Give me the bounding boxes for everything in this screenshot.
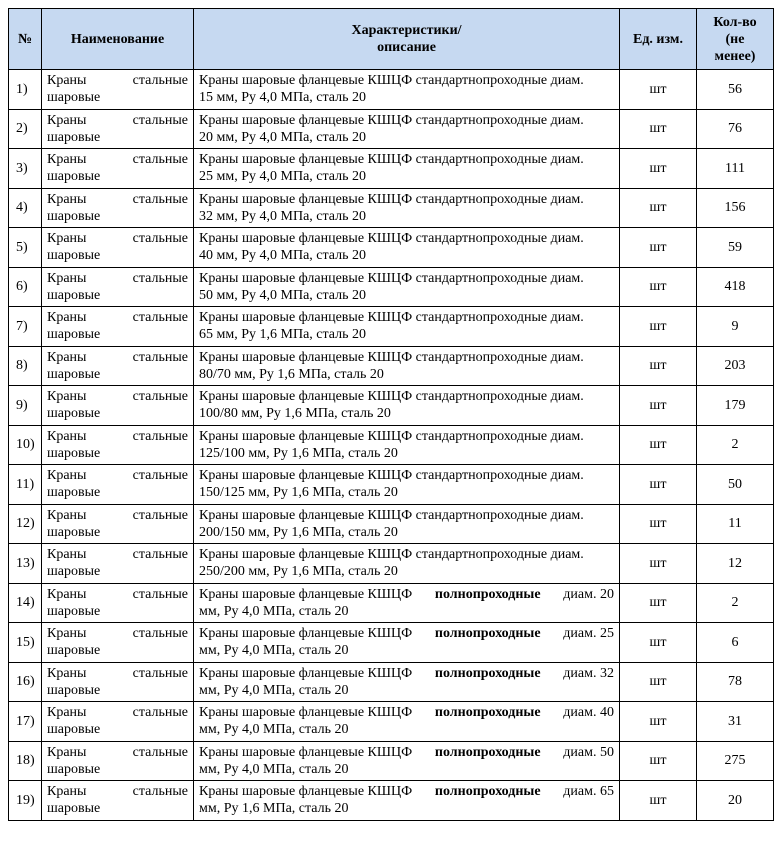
description-bold: полнопроходные xyxy=(434,744,541,760)
row-number: 10) xyxy=(9,425,42,465)
row-unit: шт xyxy=(620,149,697,189)
name-word2: стальные xyxy=(132,468,188,484)
row-quantity: 78 xyxy=(697,662,774,702)
row-number: 1) xyxy=(9,70,42,110)
description-line2: мм, Ру 4,0 МПа, сталь 20 xyxy=(199,682,349,698)
valves-table xyxy=(8,8,774,821)
row-description xyxy=(194,702,620,742)
row-number: 19) xyxy=(9,781,42,821)
row-quantity: 275 xyxy=(697,741,774,781)
description-line1: Краны шаровые фланцевые КШЦФ стандартнопроходные диам. xyxy=(199,428,584,444)
description-line2: 80/70 мм, Ру 1,6 МПа, сталь 20 xyxy=(199,366,384,382)
description-text: Краны шаровые фланцевые КШЦФ xyxy=(199,744,413,760)
table-row xyxy=(9,465,774,505)
description-bold: полнопроходные xyxy=(434,586,541,602)
table-row xyxy=(9,781,774,821)
row-description xyxy=(194,623,620,663)
row-number: 13) xyxy=(9,544,42,584)
header-quantity-line2: (не xyxy=(725,31,745,47)
row-unit: шт xyxy=(620,465,697,505)
table-row xyxy=(9,425,774,465)
name-word1: Краны xyxy=(47,310,87,326)
header-name: Наименование xyxy=(42,9,194,70)
name-word2: стальные xyxy=(132,112,188,128)
row-number: 18) xyxy=(9,741,42,781)
description-line2: 125/100 мм, Ру 1,6 МПа, сталь 20 xyxy=(199,445,398,461)
description-line2: 65 мм, Ру 1,6 МПа, сталь 20 xyxy=(199,327,366,343)
row-number: 4) xyxy=(9,188,42,228)
row-quantity: 9 xyxy=(697,307,774,347)
row-description xyxy=(194,425,620,465)
description-diameter: диам. 65 xyxy=(563,784,614,800)
row-name xyxy=(42,267,194,307)
name-word1: Краны xyxy=(47,270,87,286)
row-quantity: 76 xyxy=(697,109,774,149)
description-bold: полнопроходные xyxy=(434,784,541,800)
header-num: № xyxy=(9,9,42,70)
name-line2: шаровые xyxy=(47,169,101,185)
name-word1: Краны xyxy=(47,349,87,365)
name-word1: Краны xyxy=(47,705,87,721)
row-unit: шт xyxy=(620,346,697,386)
row-quantity: 2 xyxy=(697,583,774,623)
row-description xyxy=(194,583,620,623)
description-line2: 15 мм, Ру 4,0 МПа, сталь 20 xyxy=(199,90,366,106)
row-unit: шт xyxy=(620,504,697,544)
row-description xyxy=(194,267,620,307)
name-word1: Краны xyxy=(47,665,87,681)
row-quantity: 11 xyxy=(697,504,774,544)
name-line2: шаровые xyxy=(47,564,101,580)
name-line2: шаровые xyxy=(47,366,101,382)
name-word1: Краны xyxy=(47,784,87,800)
name-line2: шаровые xyxy=(47,524,101,540)
table-row xyxy=(9,504,774,544)
row-unit: шт xyxy=(620,307,697,347)
description-line2: мм, Ру 4,0 МПа, сталь 20 xyxy=(199,761,349,777)
table-row xyxy=(9,346,774,386)
row-number: 16) xyxy=(9,662,42,702)
name-word1: Краны xyxy=(47,626,87,642)
name-line2: шаровые xyxy=(47,801,101,817)
table-row xyxy=(9,267,774,307)
description-line2: 20 мм, Ру 4,0 МПа, сталь 20 xyxy=(199,129,366,145)
header-quantity xyxy=(697,9,774,70)
name-line1 xyxy=(47,230,188,247)
name-word2: стальные xyxy=(132,507,188,523)
header-quantity-line3: менее) xyxy=(714,48,756,64)
row-number: 17) xyxy=(9,702,42,742)
name-word2: стальные xyxy=(132,744,188,760)
row-description xyxy=(194,544,620,584)
row-quantity: 59 xyxy=(697,228,774,268)
name-line1 xyxy=(47,467,188,484)
row-description xyxy=(194,188,620,228)
row-number: 8) xyxy=(9,346,42,386)
row-unit: шт xyxy=(620,228,697,268)
description-diameter: диам. 50 xyxy=(563,744,614,760)
row-unit: шт xyxy=(620,544,697,584)
name-word1: Краны xyxy=(47,191,87,207)
name-word1: Краны xyxy=(47,428,87,444)
row-name xyxy=(42,583,194,623)
description-text: Краны шаровые фланцевые КШЦФ xyxy=(199,586,413,602)
row-description xyxy=(194,346,620,386)
description-line1: Краны шаровые фланцевые КШЦФ стандартнопроходные диам. xyxy=(199,507,584,523)
name-line1 xyxy=(47,428,188,445)
row-name xyxy=(42,70,194,110)
name-line2: шаровые xyxy=(47,129,101,145)
name-line1 xyxy=(47,191,188,208)
row-name xyxy=(42,662,194,702)
description-line2: мм, Ру 4,0 МПа, сталь 20 xyxy=(199,643,349,659)
header-description-line1: Характеристики/ xyxy=(351,23,462,38)
row-name xyxy=(42,781,194,821)
row-number: 11) xyxy=(9,465,42,505)
name-word1: Краны xyxy=(47,152,87,168)
row-unit: шт xyxy=(620,583,697,623)
table-row xyxy=(9,70,774,110)
row-name xyxy=(42,504,194,544)
table-row xyxy=(9,623,774,663)
row-description xyxy=(194,741,620,781)
description-line1 xyxy=(199,665,614,682)
table-row xyxy=(9,188,774,228)
name-word2: стальные xyxy=(132,152,188,168)
row-name xyxy=(42,623,194,663)
row-description xyxy=(194,781,620,821)
name-line1 xyxy=(47,625,188,642)
description-line1 xyxy=(199,586,614,603)
row-number: 15) xyxy=(9,623,42,663)
header-description-line2: описание xyxy=(377,40,436,55)
description-line1 xyxy=(199,783,614,800)
table-row xyxy=(9,109,774,149)
name-line2: шаровые xyxy=(47,248,101,264)
description-line1: Краны шаровые фланцевые КШЦФ стандартнопроходные диам. xyxy=(199,231,584,247)
row-quantity: 31 xyxy=(697,702,774,742)
table-row xyxy=(9,149,774,189)
name-line1 xyxy=(47,309,188,326)
name-line2: шаровые xyxy=(47,682,101,698)
name-word2: стальные xyxy=(132,784,188,800)
description-diameter: диам. 32 xyxy=(563,665,614,681)
name-line2: шаровые xyxy=(47,287,101,303)
row-number: 14) xyxy=(9,583,42,623)
description-line1: Краны шаровые фланцевые КШЦФ стандартнопроходные диам. xyxy=(199,468,584,484)
name-line2: шаровые xyxy=(47,327,101,343)
table-row xyxy=(9,662,774,702)
description-line2: 250/200 мм, Ру 1,6 МПа, сталь 20 xyxy=(199,564,398,580)
name-word2: стальные xyxy=(132,705,188,721)
row-quantity: 2 xyxy=(697,425,774,465)
name-word2: стальные xyxy=(132,231,188,247)
row-quantity: 418 xyxy=(697,267,774,307)
row-number: 6) xyxy=(9,267,42,307)
name-line2: шаровые xyxy=(47,761,101,777)
name-word1: Краны xyxy=(47,468,87,484)
description-line1 xyxy=(199,744,614,761)
name-line1 xyxy=(47,507,188,524)
row-unit: шт xyxy=(620,741,697,781)
name-word2: стальные xyxy=(132,586,188,602)
row-quantity: 20 xyxy=(697,781,774,821)
name-line2: шаровые xyxy=(47,208,101,224)
row-unit: шт xyxy=(620,662,697,702)
name-line1 xyxy=(47,665,188,682)
name-line1 xyxy=(47,586,188,603)
description-line2: мм, Ру 4,0 МПа, сталь 20 xyxy=(199,603,349,619)
name-line1 xyxy=(47,72,188,89)
header-quantity-line1: Кол-во xyxy=(713,14,757,30)
name-line1 xyxy=(47,270,188,287)
row-description xyxy=(194,70,620,110)
name-line1 xyxy=(47,783,188,800)
description-text: Краны шаровые фланцевые КШЦФ xyxy=(199,784,413,800)
name-line1 xyxy=(47,546,188,563)
table-row xyxy=(9,583,774,623)
row-unit: шт xyxy=(620,781,697,821)
description-line1: Краны шаровые фланцевые КШЦФ стандартнопроходные диам. xyxy=(199,73,584,89)
row-quantity: 6 xyxy=(697,623,774,663)
row-quantity: 111 xyxy=(697,149,774,189)
row-quantity: 156 xyxy=(697,188,774,228)
description-line1: Краны шаровые фланцевые КШЦФ стандартнопроходные диам. xyxy=(199,191,584,207)
name-line2: шаровые xyxy=(47,643,101,659)
description-diameter: диам. 25 xyxy=(563,626,614,642)
row-description xyxy=(194,662,620,702)
row-description xyxy=(194,386,620,426)
name-line1 xyxy=(47,349,188,366)
name-word1: Краны xyxy=(47,73,87,89)
row-name xyxy=(42,149,194,189)
row-description xyxy=(194,504,620,544)
row-unit: шт xyxy=(620,702,697,742)
description-bold: полнопроходные xyxy=(434,626,541,642)
name-line2: шаровые xyxy=(47,603,101,619)
document-page xyxy=(8,8,774,821)
table-row xyxy=(9,702,774,742)
table-row xyxy=(9,741,774,781)
name-line1 xyxy=(47,388,188,405)
name-line1 xyxy=(47,744,188,761)
description-line1: Краны шаровые фланцевые КШЦФ стандартнопроходные диам. xyxy=(199,349,584,365)
name-word2: стальные xyxy=(132,547,188,563)
description-diameter: диам. 20 xyxy=(563,586,614,602)
row-description xyxy=(194,465,620,505)
table-row xyxy=(9,544,774,584)
name-word1: Краны xyxy=(47,744,87,760)
row-unit: шт xyxy=(620,623,697,663)
description-line2: мм, Ру 4,0 МПа, сталь 20 xyxy=(199,722,349,738)
description-line1: Краны шаровые фланцевые КШЦФ стандартнопроходные диам. xyxy=(199,112,584,128)
row-unit: шт xyxy=(620,109,697,149)
row-description xyxy=(194,149,620,189)
row-name xyxy=(42,307,194,347)
row-name xyxy=(42,544,194,584)
description-line2: 200/150 мм, Ру 1,6 МПа, сталь 20 xyxy=(199,524,398,540)
description-line2: 50 мм, Ру 4,0 МПа, сталь 20 xyxy=(199,287,366,303)
row-description xyxy=(194,228,620,268)
table-row xyxy=(9,307,774,347)
row-unit: шт xyxy=(620,70,697,110)
description-line1: Краны шаровые фланцевые КШЦФ стандартнопроходные диам. xyxy=(199,270,584,286)
name-line1 xyxy=(47,704,188,721)
row-name xyxy=(42,386,194,426)
row-quantity: 12 xyxy=(697,544,774,584)
description-line2: 32 мм, Ру 4,0 МПа, сталь 20 xyxy=(199,208,366,224)
row-number: 3) xyxy=(9,149,42,189)
description-line1 xyxy=(199,704,614,721)
name-word2: стальные xyxy=(132,191,188,207)
row-name xyxy=(42,109,194,149)
row-description xyxy=(194,307,620,347)
row-description xyxy=(194,109,620,149)
row-name xyxy=(42,465,194,505)
description-line2: мм, Ру 1,6 МПа, сталь 20 xyxy=(199,801,349,817)
table-body xyxy=(9,70,774,821)
name-word1: Краны xyxy=(47,547,87,563)
table-row xyxy=(9,228,774,268)
row-number: 7) xyxy=(9,307,42,347)
row-number: 12) xyxy=(9,504,42,544)
name-word2: стальные xyxy=(132,310,188,326)
name-word1: Краны xyxy=(47,231,87,247)
name-word1: Краны xyxy=(47,112,87,128)
row-quantity: 203 xyxy=(697,346,774,386)
row-quantity: 56 xyxy=(697,70,774,110)
description-bold: полнопроходные xyxy=(434,705,541,721)
name-line2: шаровые xyxy=(47,722,101,738)
row-number: 2) xyxy=(9,109,42,149)
header-description xyxy=(194,9,620,70)
description-text: Краны шаровые фланцевые КШЦФ xyxy=(199,705,413,721)
row-name xyxy=(42,346,194,386)
row-quantity: 179 xyxy=(697,386,774,426)
row-number: 5) xyxy=(9,228,42,268)
name-word2: стальные xyxy=(132,349,188,365)
name-word2: стальные xyxy=(132,73,188,89)
name-line2: шаровые xyxy=(47,445,101,461)
name-word1: Краны xyxy=(47,507,87,523)
row-name xyxy=(42,702,194,742)
row-unit: шт xyxy=(620,425,697,465)
name-word2: стальные xyxy=(132,428,188,444)
description-text: Краны шаровые фланцевые КШЦФ xyxy=(199,665,413,681)
name-word1: Краны xyxy=(47,389,87,405)
name-line2: шаровые xyxy=(47,485,101,501)
row-unit: шт xyxy=(620,386,697,426)
description-line1 xyxy=(199,625,614,642)
row-unit: шт xyxy=(620,188,697,228)
row-number: 9) xyxy=(9,386,42,426)
description-diameter: диам. 40 xyxy=(563,705,614,721)
name-line1 xyxy=(47,151,188,168)
header-unit: Ед. изм. xyxy=(620,9,697,70)
name-line2: шаровые xyxy=(47,90,101,106)
table-header-row xyxy=(9,9,774,70)
name-line2: шаровые xyxy=(47,406,101,422)
description-line1: Краны шаровые фланцевые КШЦФ стандартнопроходные диам. xyxy=(199,152,584,168)
description-text: Краны шаровые фланцевые КШЦФ xyxy=(199,626,413,642)
row-unit: шт xyxy=(620,267,697,307)
name-line1 xyxy=(47,112,188,129)
row-name xyxy=(42,425,194,465)
description-line2: 150/125 мм, Ру 1,6 МПа, сталь 20 xyxy=(199,485,398,501)
name-word2: стальные xyxy=(132,389,188,405)
row-name xyxy=(42,741,194,781)
name-word2: стальные xyxy=(132,665,188,681)
description-line1: Краны шаровые фланцевые КШЦФ стандартнопроходные диам. xyxy=(199,389,584,405)
row-quantity: 50 xyxy=(697,465,774,505)
row-name xyxy=(42,188,194,228)
description-line1: Краны шаровые фланцевые КШЦФ стандартнопроходные диам. xyxy=(199,547,584,563)
table-row xyxy=(9,386,774,426)
description-line1: Краны шаровые фланцевые КШЦФ стандартнопроходные диам. xyxy=(199,310,584,326)
row-name xyxy=(42,228,194,268)
description-bold: полнопроходные xyxy=(434,665,541,681)
name-word1: Краны xyxy=(47,586,87,602)
name-word2: стальные xyxy=(132,626,188,642)
description-line2: 40 мм, Ру 4,0 МПа, сталь 20 xyxy=(199,248,366,264)
description-line2: 100/80 мм, Ру 1,6 МПа, сталь 20 xyxy=(199,406,391,422)
name-word2: стальные xyxy=(132,270,188,286)
description-line2: 25 мм, Ру 4,0 МПа, сталь 20 xyxy=(199,169,366,185)
